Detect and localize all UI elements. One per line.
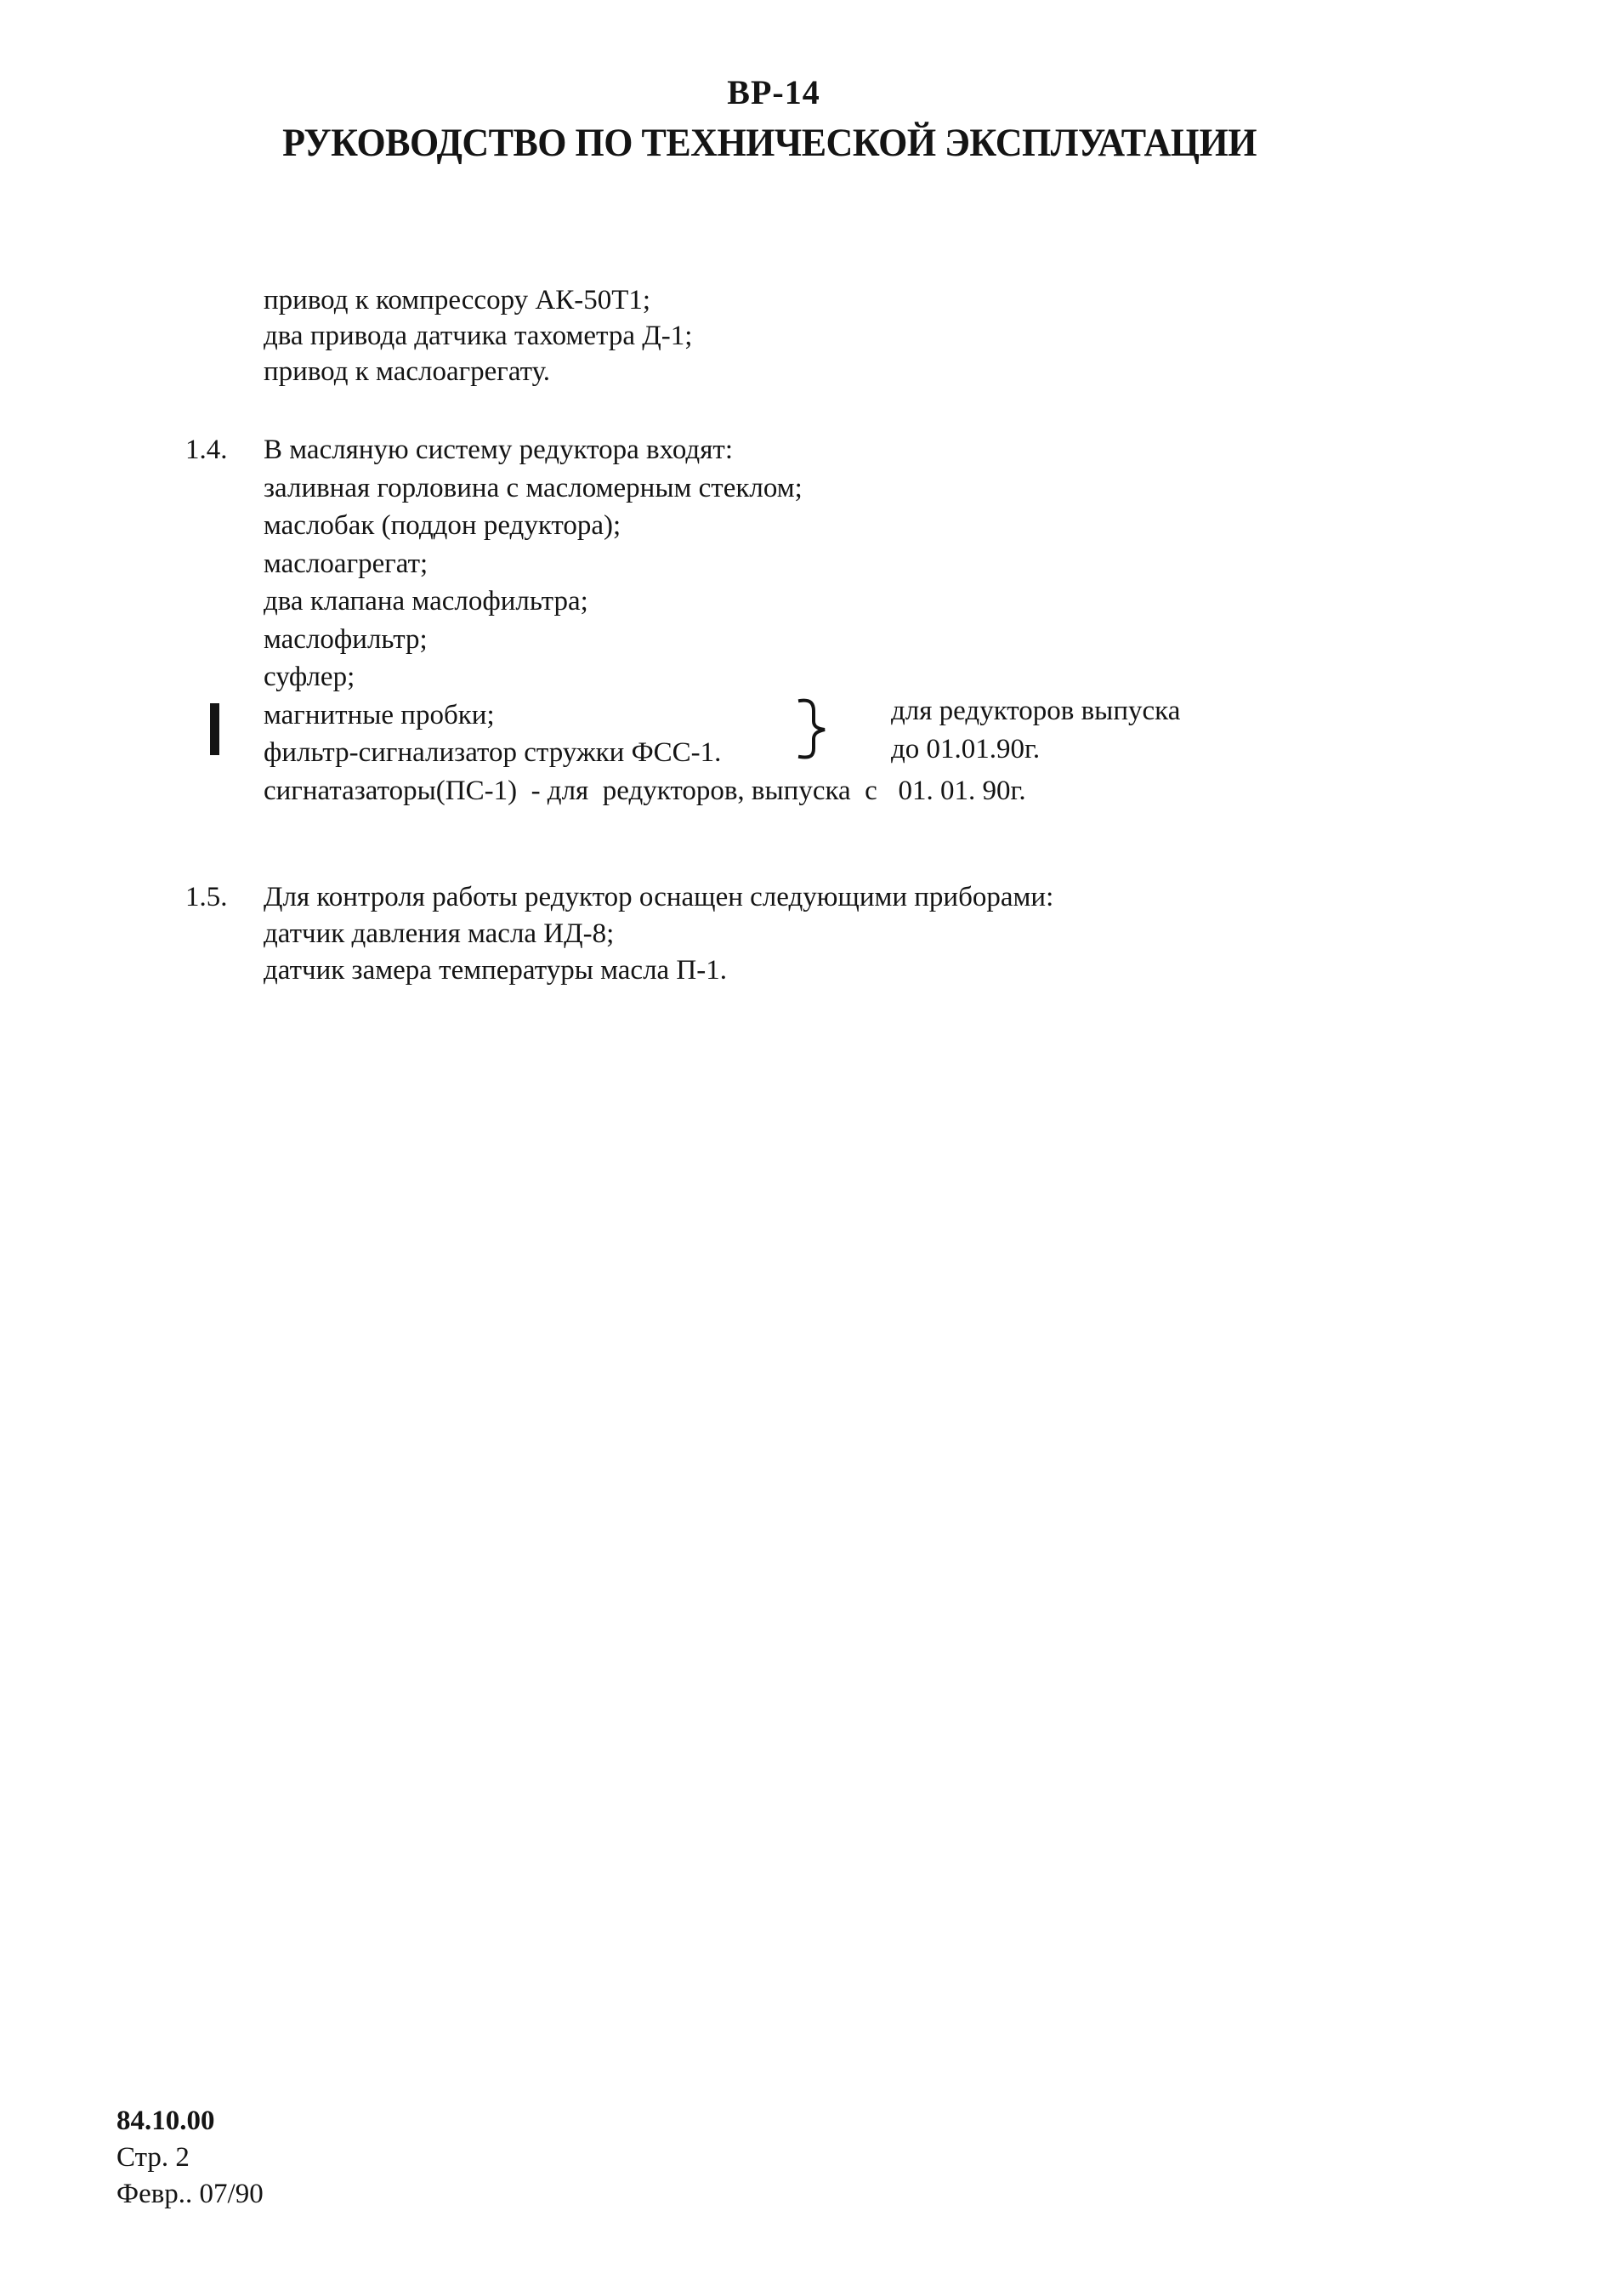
validity-note-line-2: до 01.01.90г. [891,733,1041,764]
grouping-brace-icon [796,696,830,761]
section-1-4-number: 1.4. [185,435,228,465]
oil-system-item: фильтр-сигнализатор стружки ФСС-1. [264,737,722,768]
instrument-item: датчик замера температуры масла П-1. [264,955,727,986]
oil-system-item: суфлер; [264,662,355,692]
instrument-item: датчик давления масла ИД-8; [264,918,615,949]
oil-system-item: маслофильтр; [264,623,428,655]
intro-line-3: привод к маслоагрегату. [264,356,551,387]
intro-line-2: два привода датчика тахометра Д-1; [264,321,693,351]
document-code: ВР-14 [727,73,820,111]
footer-page-number: Стр. 2 [116,2142,190,2173]
section-1-4-heading: В масляную систему редуктора входят: [264,435,733,465]
oil-system-item: два клапана маслофильтра; [264,586,588,617]
revision-change-bar [210,703,219,755]
oil-system-item-signalizers: сигнатазаторы(ПС-1) - для редукторов, выпуска с 01. 01. 90г. [264,775,1026,806]
intro-line-1: привод к компрессору АК-50Т1; [264,285,651,315]
footer-revision-date: Февр.. 07/90 [116,2179,264,2209]
oil-system-item: маслобак (поддон редуктора); [264,510,621,541]
oil-system-item: маслоагрегат; [264,548,428,579]
page-footer [116,2103,264,2213]
section-1-5-number: 1.5. [185,882,228,912]
validity-note-line-1: для редукторов выпуска [891,696,1181,726]
validity-note [891,692,1180,768]
intro-drive-list [264,282,692,389]
oil-system-item: заливная горловина с масломерным стеклом; [264,472,803,503]
document-title: РУКОВОДСТВО ПО ТЕХНИЧЕСКОЙ ЭКСПЛУАТАЦИИ [282,120,1257,165]
section-1-5-heading: Для контроля работы редуктор оснащен следующими приборами: [264,882,1054,912]
footer-chapter-code: 84.10.00 [116,2106,215,2136]
oil-system-item: магнитные пробки; [264,699,495,730]
section-1-5-body [264,879,1053,989]
